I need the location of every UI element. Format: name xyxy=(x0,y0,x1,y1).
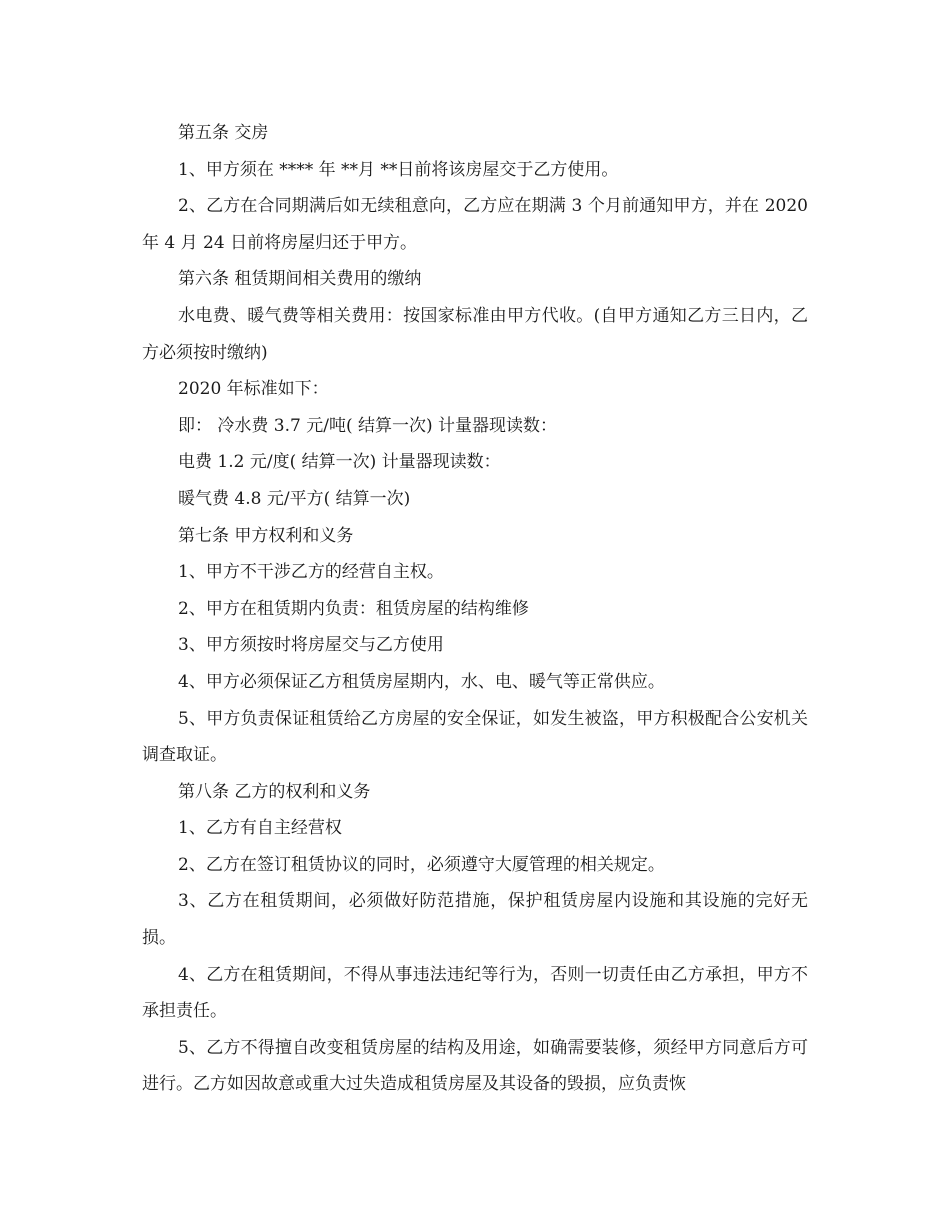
clause-7-5: 5、甲方负责保证租赁给乙方房屋的安全保证，如发生被盗，甲方积极配合公安机关调查取证。 xyxy=(142,708,808,766)
clause-5-1: 1、甲方须在 **** 年 **月 **日前将该房屋交于乙方使用。 xyxy=(178,159,619,180)
clause-7-1: 1、甲方不干涉乙方的经营自主权。 xyxy=(178,562,444,583)
clause-7-2: 2、甲方在租赁期内负责：租赁房屋的结构维修 xyxy=(178,598,529,619)
section-6-heading: 第六条 租赁期间相关费用的缴纳 xyxy=(178,269,422,290)
clause-8-1: 1、乙方有自主经营权 xyxy=(178,818,342,839)
fee-water: 即： 冷水费 3.7 元/吨( 结算一次) 计量器现读数： xyxy=(178,415,558,436)
section-5-heading: 第五条 交房 xyxy=(178,123,269,143)
clause-8-2: 2、乙方在签订租赁协议的同时，必须遵守大厦管理的相关规定。 xyxy=(178,854,665,875)
document-body xyxy=(142,115,808,1103)
clause-7-3: 3、甲方须按时将房屋交与乙方使用 xyxy=(178,635,444,656)
clause-8-5: 5、乙方不得擅自改变租赁房屋的结构及用途，如确需要装修，须经甲方同意后方可进行。乙方如因故意或重大过失造成租赁房屋及其设备的毁损，应负责恢 xyxy=(142,1037,808,1095)
fee-heating: 暖气费 4.8 元/平方( 结算一次) xyxy=(178,488,411,509)
clause-7-4: 4、甲方必须保证乙方租赁房屋期内，水、电、暖气等正常供应。 xyxy=(178,671,665,692)
fee-electricity: 电费 1.2 元/度( 结算一次) 计量器现读数： xyxy=(178,452,501,473)
section-8-heading: 第八条 乙方的权利和义务 xyxy=(178,781,371,802)
section-7-heading: 第七条 甲方权利和义务 xyxy=(178,525,354,546)
fees-description: 水电费、暖气费等相关费用：按国家标准由甲方代收。(自甲方通知乙方三日内，乙方必须按时缴纳) xyxy=(142,305,808,363)
clause-5-2: 2、乙方在合同期满后如无续租意向，乙方应在期满 3 个月前通知甲方，并在 2020 年 4 月 24 日前将房屋归还于甲方。 xyxy=(142,196,808,253)
clause-8-3: 3、乙方在租赁期间，必须做好防范措施，保护租赁房屋内设施和其设施的完好无损。 xyxy=(142,891,808,949)
fee-standard-heading: 2020 年标准如下： xyxy=(178,379,329,400)
clause-8-4: 4、乙方在租赁期间，不得从事违法违纪等行为，否则一切责任由乙方承担，甲方不承担责任。 xyxy=(142,964,808,1022)
